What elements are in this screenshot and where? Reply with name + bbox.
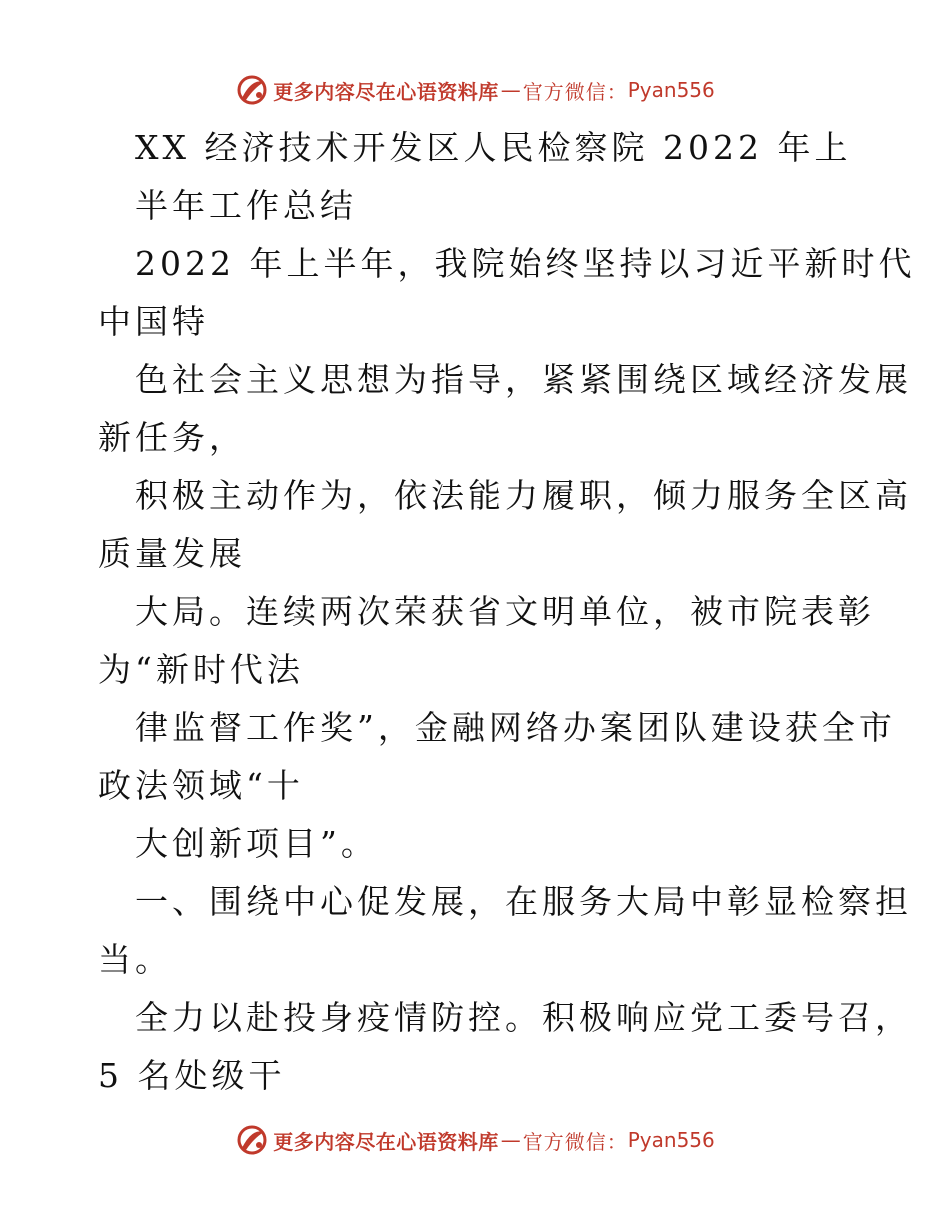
text-line: 半年工作总结	[135, 186, 357, 225]
watermark-dash: —	[500, 1128, 521, 1152]
watermark-text: 更多内容尽在心语资料库	[273, 79, 499, 104]
text-line: 质量发展	[98, 534, 246, 573]
section-heading: 一、围绕中心促发展，在服务大局中彰显检察担	[135, 882, 912, 921]
watermark-id: Pyan556	[627, 78, 715, 102]
text-line: 2022 年上半年，我院始终坚持以习近平新时代	[135, 244, 916, 283]
header-watermark	[0, 70, 950, 110]
watermark-id: Pyan556	[627, 1128, 715, 1152]
text-line: 5 名处级干	[98, 1056, 286, 1095]
text-line: 为“新时代法	[98, 650, 304, 689]
text-line: 大局。连续两次荣获省文明单位，被市院表彰	[135, 592, 875, 631]
text-line: 新任务，	[98, 418, 246, 457]
brush-logo-icon	[235, 73, 269, 107]
text-line: 中国特	[98, 302, 209, 341]
text-line: 全力以赴投身疫情防控。积极响应党工委号召，	[135, 998, 912, 1037]
footer-watermark	[0, 1120, 950, 1160]
text-line: XX 经济技术开发区人民检察院 2022 年上	[135, 128, 852, 167]
watermark-text: 更多内容尽在心语资料库	[273, 1129, 499, 1154]
brush-logo-icon	[235, 1123, 269, 1157]
text-line: 色社会主义思想为指导，紧紧围绕区域经济发展	[135, 360, 912, 399]
watermark-dash: —	[500, 78, 521, 102]
text-line: 当。	[98, 940, 172, 979]
text-line: 大创新项目”。	[135, 824, 378, 863]
text-line: 积极主动作为，依法能力履职，倾力服务全区高	[135, 476, 912, 515]
text-line: 政法领域“十	[98, 766, 304, 805]
text-line: 律监督工作奖”，金融网络办案团队建设获全市	[135, 708, 896, 747]
watermark-official: 官方微信：	[522, 79, 628, 104]
watermark-official: 官方微信：	[522, 1129, 628, 1154]
